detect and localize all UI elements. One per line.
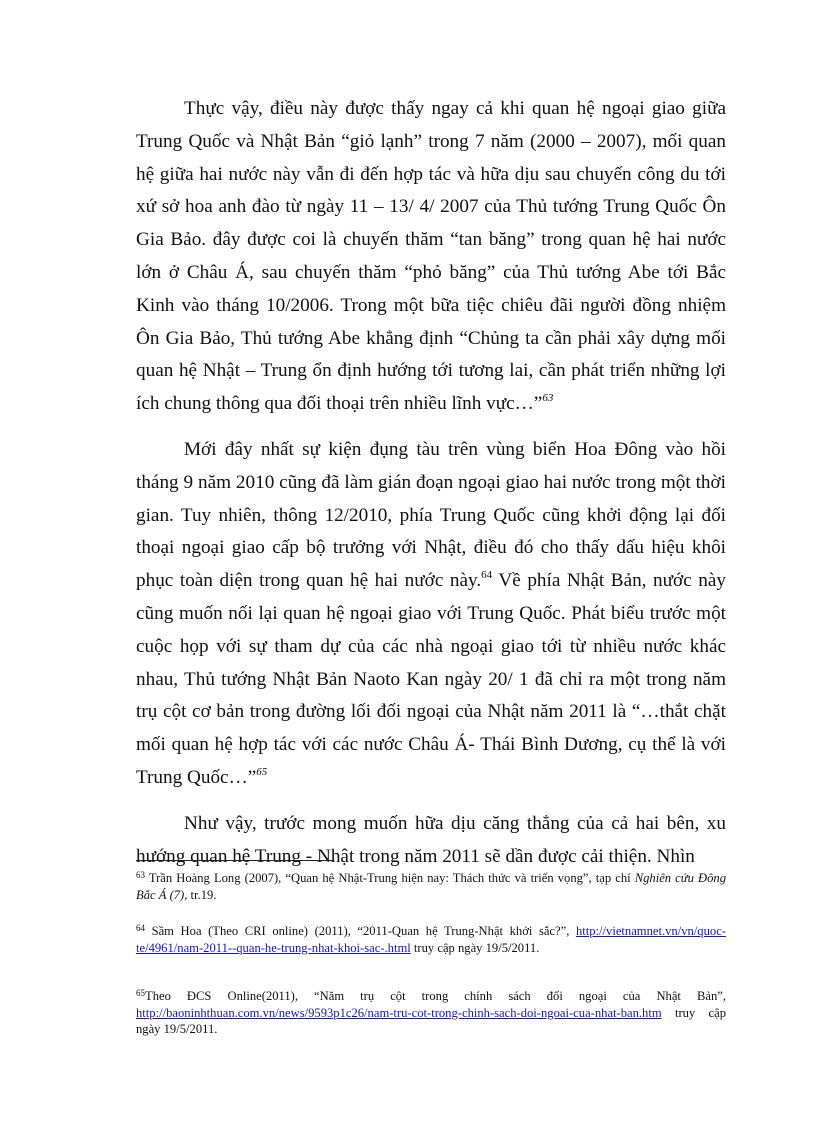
main-body: [136, 93, 726, 873]
paragraph-2-text: Mới đây nhất sự kiện đụng tàu trên vùng biển Hoa Đông vào hồi tháng 9 năm 2010 cũng đã làm gián đoạn ngoại giao hai nước trong một thời gian. Tuy nhiên, thông 12/2010, phía Trung Quốc cũng khởi động lại đối thoại ngoại giao cấp bộ trưởng với Nhật, điều đó cho thấy dấu hiệu khôi phục toàn diện trong quan hệ hai nước này.: [136, 438, 726, 592]
footnote-text: Trần Hoàng Long (2007), “Quan hệ Nhật-Trung hiện nay: Thách thức và triển vọng”, tạp chí: [145, 871, 635, 885]
paragraph-1-text: Thực vậy, điều này được thấy ngay cả khi quan hệ ngoại giao giữa Trung Quốc và Nhật Bản “giỏ lạnh” trong 7 năm (2000 – 2007), mối quan hệ giữa hai nước này vẫn đi đến hợp tác và hữa dịu sau chuyến công du tới xứ sở hoa anh đào từ ngày 11 – 13/ 4/ 2007 của Thủ tướng Trung Quốc Ôn Gia Bảo. đây được coi là chuyến thăm “tan băng” trong quan hệ hai nước lớn ở Châu Á, sau chuyến thăm “phỏ băng” của Thủ tướng Abe tới Bắc Kinh vào tháng 10/2006. Trong một bữa tiệc chiêu đãi người đồng nhiệm Ôn Gia Bảo, Thủ tướng Abe khẳng định “Chủng ta cần phải xây dựng mối quan hệ Nhật – Trung ổn định hướng tới tương lai, cần phát triển những lợi ích chung thông qua đối thoại trên nhiều lĩnh vực…”: [136, 98, 726, 415]
footnote-link[interactable]: http://vietnamnet.vn/vn/quoc-te/4961/nam-2011--quan-he-trung-nhat-khoi-sac-.html: [136, 924, 726, 955]
footnote-link[interactable]: http://baoninhthuan.com.vn/news/9593p1c26/nam-tru-cot-trong-chinh-sach-doi-ngoai-cua-nhat-ban.htm: [136, 1005, 662, 1020]
footnote-number: 65: [136, 988, 145, 998]
journal-title: Nghiên cứu Đông Bắc Á (7),: [136, 871, 726, 902]
footnote-64: [136, 923, 726, 956]
paragraph-3-text: Như vậy, trước mong muốn hữa dịu căng thẳng của cả hai bên, xu hướng quan hệ Trung - Nhật trong năm 2011 sẽ dần được cải thiện. Nhìn: [136, 812, 726, 867]
paragraph-2: [136, 434, 726, 795]
footnote-ref-63[interactable]: 63: [542, 392, 554, 405]
footnote-text: Sầm Hoa (Theo CRI online) (2011), “2011-Quan hệ Trung-Nhật khởi sắc?”,: [145, 924, 576, 938]
footnote-tail: tr.19.: [187, 887, 217, 902]
footnote-separator: [136, 860, 334, 861]
footnote-65: [136, 988, 726, 1038]
footnote-tail: truy cập ngày 19/5/2011.: [136, 1005, 726, 1036]
footnote-number: 63: [136, 870, 145, 880]
footnote-text: Theo ĐCS Online(2011), “Năm trụ cột trong chính sách đối ngoại của Nhật Bản”,: [145, 989, 726, 1003]
footnote-number: 64: [136, 923, 145, 933]
paragraph-2-text-continued: Về phía Nhật Bản, nước này cũng muốn nối lại quan hệ ngoại giao với Trung Quốc. Phát biểu trước một cuộc họp với sự tham dự của các nhà ngoại giao tới từ nhiều nước khác nhau, Thủ tướng Nhật Bản Naoto Kan ngày 20/ 1 đã chỉ ra một trong năm trụ cột cơ bản trong đường lối đối ngoại của Nhật năm 2011 là “…thắt chặt mối quan hệ hợp tác với các nước Châu Á- Thái Bình Dương, cụ thể là với Trung Quốc…”: [136, 570, 726, 788]
footnote-63: [136, 870, 726, 903]
footnote-tail: truy cập ngày 19/5/2011.: [410, 940, 540, 955]
footnote-ref-65[interactable]: 65: [256, 765, 268, 778]
paragraph-1: [136, 93, 726, 421]
paragraph-3: [136, 808, 726, 874]
footnote-ref-64[interactable]: 64: [481, 569, 493, 582]
